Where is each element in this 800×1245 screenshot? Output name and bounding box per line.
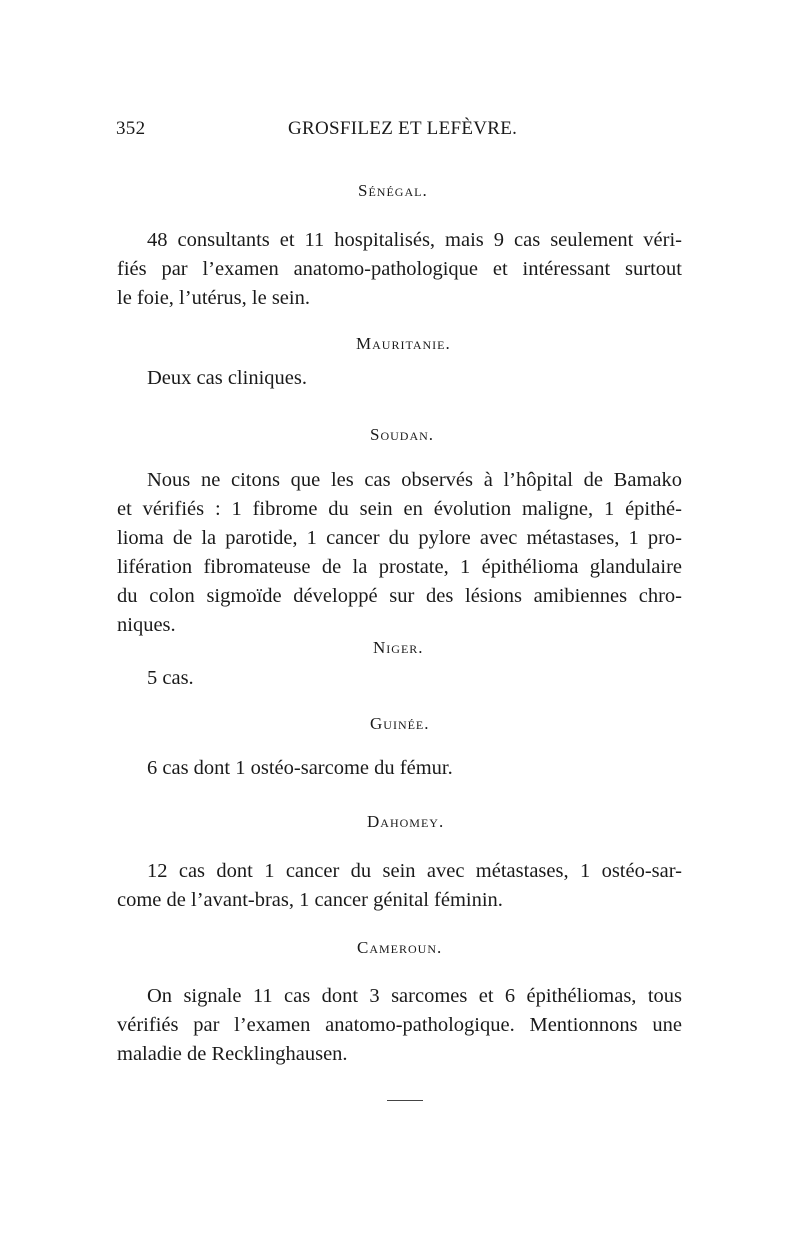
paragraph-line: come de l’avant-bras, 1 cancer génital féminin. [117, 889, 503, 911]
paragraph-dahomey [117, 857, 682, 915]
running-title: GROSFILEZ ET LEFÈVRE. [288, 118, 518, 139]
paragraph-line: 48 consultants et 11 hospitalisés, mais 9 cas seulement véri- [147, 229, 682, 251]
paragraph-line: lifération fibromateuse de la prostate, 1 épithélioma glandulaire [117, 556, 682, 578]
running-head [116, 118, 682, 148]
paragraph-line: 12 cas dont 1 cancer du sein avec métastases, 1 ostéo-sar- [147, 860, 682, 882]
paragraph-line: maladie de Recklinghausen. [117, 1043, 348, 1065]
paragraph-cameroun [117, 982, 682, 1069]
paragraph-line: le foie, l’utérus, le sein. [117, 287, 310, 309]
heading-mauritanie: Mauritanie. [356, 334, 451, 353]
heading-cameroun: Cameroun. [357, 938, 443, 957]
paragraph-guinee: 6 cas dont 1 ostéo-sarcome du fémur. [147, 757, 453, 779]
paragraph-line: et vérifiés : 1 fibrome du sein en évolution maligne, 1 épithé- [117, 498, 682, 520]
paragraph-line: du colon sigmoïde développé sur des lésions amibiennes chro- [117, 585, 682, 607]
paragraph-line: lioma de la parotide, 1 cancer du pylore avec métastases, 1 pro- [117, 527, 682, 549]
heading-niger: Niger. [373, 638, 424, 657]
paragraph-niger: 5 cas. [147, 667, 194, 689]
paragraph-mauritanie: Deux cas cliniques. [147, 367, 307, 389]
paragraph-line: On signale 11 cas dont 3 sarcomes et 6 épithéliomas, tous [147, 985, 682, 1007]
paragraph-line: vérifiés par l’examen anatomo-pathologique. Mentionnons une [117, 1014, 682, 1036]
heading-guinee: Guinée. [370, 714, 430, 733]
paragraph-soudan [117, 466, 682, 640]
paragraph-line: fiés par l’examen anatomo-pathologique et intéressant surtout [117, 258, 682, 280]
paragraph-line: Nous ne citons que les cas observés à l’hôpital de Bamako [147, 469, 682, 491]
section-end-rule [387, 1100, 423, 1101]
heading-dahomey: Dahomey. [367, 812, 445, 831]
heading-senegal: Sénégal. [358, 181, 428, 200]
page-number: 352 [116, 118, 146, 139]
paragraph-senegal [117, 226, 682, 313]
heading-soudan: Soudan. [370, 425, 435, 444]
paragraph-line: niques. [117, 614, 176, 636]
